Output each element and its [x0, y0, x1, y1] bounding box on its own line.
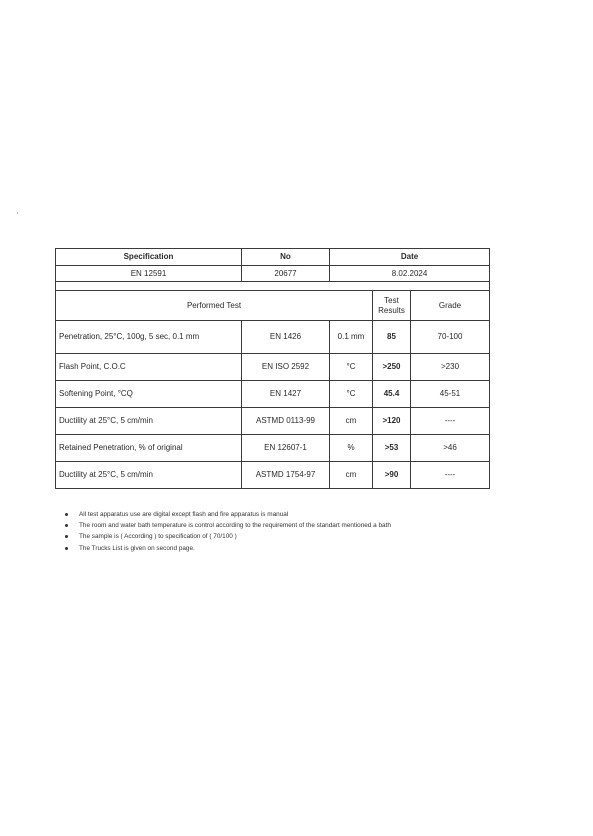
table-row: [56, 408, 490, 435]
test-method: ASTMD 1754-97: [242, 462, 330, 489]
list-item: [63, 520, 391, 531]
test-results-header-line2: Results: [378, 305, 405, 315]
test-unit: 0.1 mm: [330, 321, 373, 354]
test-result: >90: [373, 462, 411, 489]
test-unit: °C: [330, 381, 373, 408]
header-value-row: [56, 266, 490, 282]
test-result: 85: [373, 321, 411, 354]
specification-table: [55, 248, 490, 489]
test-unit: cm: [330, 408, 373, 435]
note-text: The room and water bath temperature is control according to the requirement of the standart mentioned a bath: [79, 522, 391, 530]
test-result: >53: [373, 435, 411, 462]
test-method: EN 1427: [242, 381, 330, 408]
grade-header: Grade: [411, 291, 490, 321]
bullet-icon: [65, 547, 68, 550]
test-name: Softening Point, °CQ: [56, 381, 242, 408]
specification-value: EN 12591: [56, 266, 242, 282]
header-row: [56, 249, 490, 266]
list-item: [63, 543, 391, 554]
note-text: The sample is ( According ) to specification of ( 70/100 ): [79, 533, 237, 541]
table-row: [56, 381, 490, 408]
table-row: [56, 435, 490, 462]
notes-list: [63, 509, 391, 554]
specification-label: Specification: [56, 249, 242, 266]
bullet-icon: [65, 524, 68, 527]
test-unit: %: [330, 435, 373, 462]
no-value: 20677: [242, 266, 330, 282]
test-name: Penetration, 25°C, 100g, 5 sec, 0.1 mm: [56, 321, 242, 354]
list-item: [63, 509, 391, 520]
performed-test-header: Performed Test: [56, 291, 373, 321]
scan-speck: [17, 212, 18, 214]
test-grade: >230: [411, 354, 490, 381]
test-name: Ductility at 25°C, 5 cm/min: [56, 462, 242, 489]
tests-header-row: [56, 291, 490, 321]
bullet-icon: [65, 513, 68, 516]
test-method: ASTMD 0113-99: [242, 408, 330, 435]
spacer-cell: [56, 282, 490, 291]
test-grade: ----: [411, 462, 490, 489]
note-text: The Trucks List is given on second page.: [79, 544, 195, 552]
test-unit: °C: [330, 354, 373, 381]
test-result: >250: [373, 354, 411, 381]
test-name: Ductility at 25°C, 5 cm/min: [56, 408, 242, 435]
table-row: [56, 321, 490, 354]
test-grade: ----: [411, 408, 490, 435]
test-result: >120: [373, 408, 411, 435]
note-text: All test apparatus use are digital except flash and fire apparatus is manual: [79, 511, 289, 518]
test-grade: >46: [411, 435, 490, 462]
test-result: 45.4: [373, 381, 411, 408]
test-grade: 70-100: [411, 321, 490, 354]
spacer-row: [56, 282, 490, 291]
test-name: Flash Point, C.O.C: [56, 354, 242, 381]
test-grade: 45-51: [411, 381, 490, 408]
test-results-header-line1: Test: [384, 295, 399, 305]
test-method: EN 12607-1: [242, 435, 330, 462]
test-results-header: [373, 291, 411, 321]
date-value: 8.02.2024: [330, 266, 490, 282]
bullet-icon: [65, 535, 68, 538]
test-method: EN 1426: [242, 321, 330, 354]
test-unit: cm: [330, 462, 373, 489]
no-label: No: [242, 249, 330, 266]
table-row: [56, 462, 490, 489]
test-name: Retained Penetration, % of original: [56, 435, 242, 462]
date-label: Date: [330, 249, 490, 266]
test-method: EN ISO 2592: [242, 354, 330, 381]
list-item: [63, 531, 391, 542]
table-row: [56, 354, 490, 381]
